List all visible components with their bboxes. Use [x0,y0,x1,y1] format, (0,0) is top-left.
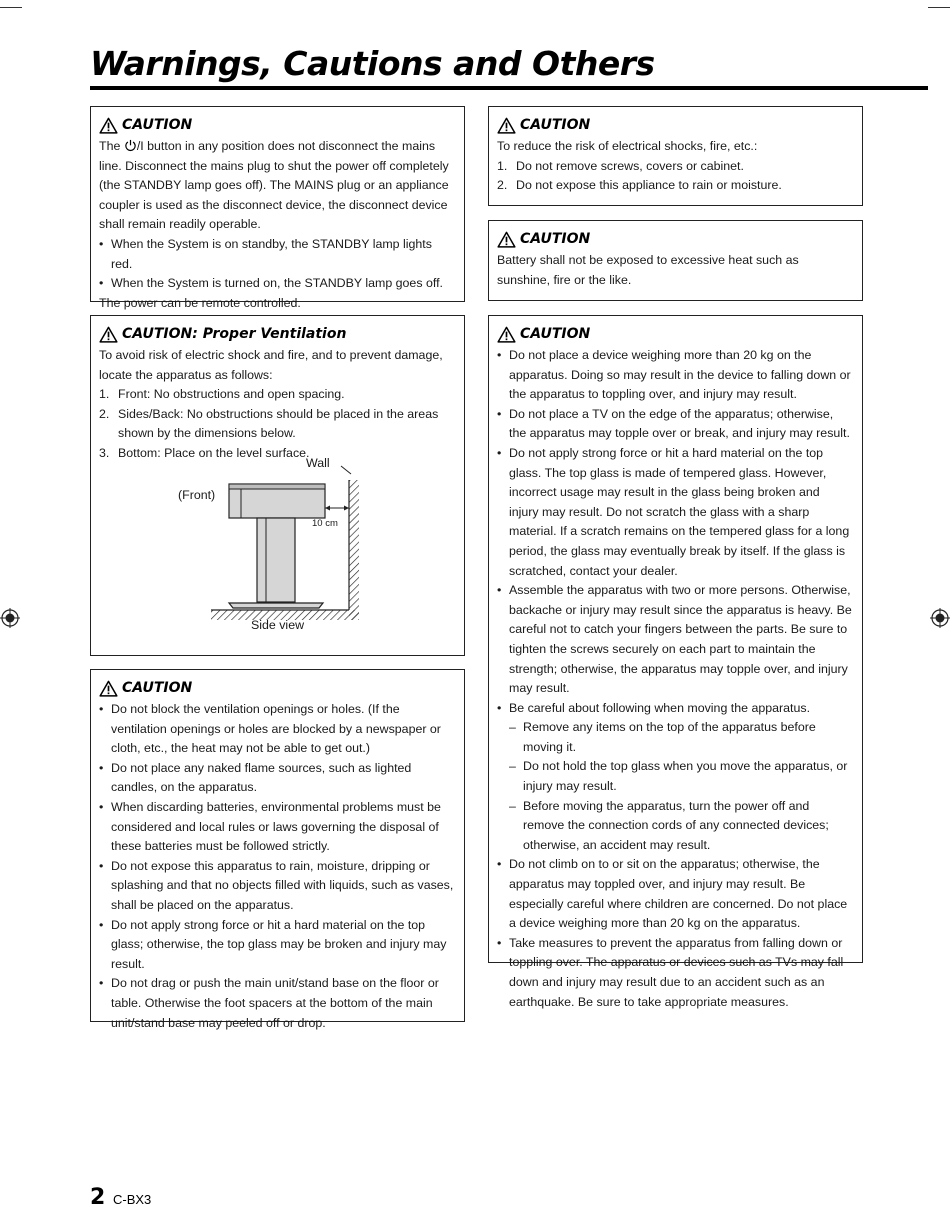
list-item: • Do not drag or push the main unit/stand base on the floor or table. Otherwise the foot spacers at the bottom of the main unit/stand base may peeled off or drop. [99,974,454,1033]
warning-triangle-icon [99,117,118,134]
item-number: 3. [99,445,110,460]
list-item: • Do not apply strong force or hit a hard material on the top glass. The top glass is made of tempered glass. However, incorrect usage may result in the glass being broken and injury may result. Do not scratch the glass with a sharp material. If a scratch remains on the tempered glass for a long period, the glass may eventually break by itself. If the glass is scratched, contact your dealer. [497,444,852,581]
registration-mark-icon [0,608,20,628]
caution-box-general [90,669,465,1030]
numbered-list [99,385,454,463]
box-heading-text: CAUTION: Proper Ventilation [122,326,347,342]
box-heading-text: CAUTION [122,117,193,133]
item-number: 1. [497,158,508,173]
ventilation-diagram-illustration [99,462,454,632]
warning-triangle-icon [99,680,118,697]
box-heading [99,678,454,698]
list-item [99,385,454,405]
list-item: – Before moving the apparatus, turn the power off and remove the connection cords of any connected devices; otherwise, an accident may result. [497,797,852,856]
warning-triangle-icon [497,326,516,343]
box-heading-text: CAUTION [122,680,193,696]
list-item: • Do not place a device weighing more than 20 kg on the apparatus. Doing so may result in the device to falling down or the apparatus to toppling over, and injury may result. [497,346,852,405]
box-heading-text: CAUTION [520,117,591,133]
warning-triangle-icon [497,231,516,248]
caution-box-ventilation [90,315,465,656]
diagram-caption: Side view [251,617,305,632]
intro-text: button in any position does not disconnect the mains line. Disconnect the mains plug to shut the power off completely (the STANDBY lamp goes off). The MAINS plug or an appliance coupler is used as the disconnect device, the disconnect device shall remain readily operable. [99,139,449,232]
box-paragraph: To avoid risk of electric shock and fire, and to prevent damage, locate the apparatus as follows: [99,348,443,382]
caution-box-electrical [488,106,863,206]
caution-box-battery [488,220,863,301]
item-text: Do not expose this appliance to rain or moisture. [516,178,782,193]
box-heading [497,115,852,135]
list-item: • Do not expose this apparatus to rain, moisture, dripping or splashing and that no objects filled with liquids, such as vases, shall be placed on the apparatus. [99,857,454,916]
box-paragraph: Battery shall not be exposed to excessive heat such as sunshine, fire or the like. [497,253,799,287]
side-view-diagram [99,455,454,642]
list-item: • When the System is on standby, the STANDBY lamp lights red. [99,235,454,274]
bullet-list [99,700,454,1033]
caution-box-apparatus [488,315,863,1009]
page-title: Warnings, Cautions and Others [90,44,655,83]
box-heading [99,115,454,135]
box-heading-text: CAUTION [520,326,591,342]
dash-list [497,718,852,855]
box-footer-text: The power can be remote controlled. [99,295,301,310]
warning-triangle-icon [497,117,516,134]
item-text: Do not remove screws, covers or cabinet. [516,158,744,173]
bullet-list [497,346,852,718]
bullet-list [497,855,852,1012]
standby-power-icon [124,139,137,152]
item-number: 1. [99,387,110,402]
model-name: C-BX3 [113,1192,152,1207]
registration-mark-icon [930,608,950,628]
distance-label: 10 cm [312,517,338,529]
list-item: • Take measures to prevent the apparatus from falling down or toppling over. The apparatus or devices such as TVs may fall down and injury may result due to an accident such as an earthquake. Be sure to take appropriate measures. [497,934,852,1012]
standby-symbol-text: /I [136,139,144,153]
list-item: • Do not block the ventilation openings or holes. (If the ventilation openings or holes are blocked by a newspaper or cloth, etc., the heat may not be able to get out.) [99,700,454,759]
item-text: Front: No obstructions and open spacing. [118,387,345,402]
box-paragraph [99,137,454,235]
caution-box-power [90,106,465,310]
box-heading-text: CAUTION [520,231,591,247]
item-text: Sides/Back: No obstructions should be placed in the areas shown by the dimensions below. [118,406,439,441]
intro-text: The [99,139,121,153]
front-label: (Front) [178,487,216,502]
list-item [497,157,852,177]
list-item: • Assemble the apparatus with two or more persons. Otherwise, backache or injury may result since the apparatus is heavy. Be careful not to catch your fingers between the parts. Be sure to tighten the screws securely on each part to maintain the strength; otherwise, the apparatus may topple over, and injury may result. [497,581,852,699]
crop-mark-top-left [0,7,22,8]
title-rule [90,86,928,90]
list-item: • Do not apply strong force or hit a hard material on the top glass; otherwise, the top glass may be broken and injury may result. [99,916,454,975]
box-heading [99,324,454,344]
wall-label: Wall [306,455,330,470]
box-heading [497,229,852,249]
warning-triangle-icon [99,326,118,343]
list-item: • Be careful about following when moving the apparatus. [497,699,852,719]
crop-mark-top-right [928,7,950,8]
list-item: • When discarding batteries, environmental problems must be considered and local rules or laws governing the disposal of these batteries must be followed strictly. [99,798,454,857]
item-number: 2. [497,178,508,193]
list-item [99,405,454,444]
bullet-list [99,235,454,294]
list-item: • Do not place a TV on the edge of the apparatus; otherwise, the apparatus may topple over or break, and injury may result. [497,405,852,444]
box-heading [497,324,852,344]
page-number: 2 [90,1185,106,1210]
list-item: • When the System is turned on, the STANDBY lamp goes off. [99,274,454,294]
list-item: • Do not climb on to or sit on the apparatus; otherwise, the apparatus may toppled over, and injury may result. Be especially careful where children are concerned. Do not place a device weighing more than 20 kg on the apparatus. [497,855,852,933]
item-number: 2. [99,406,110,421]
item-text: Bottom: Place on the level surface. [118,445,310,460]
list-item [497,176,852,196]
list-item: – Remove any items on the top of the apparatus before moving it. [497,718,852,757]
box-paragraph: To reduce the risk of electrical shocks, fire, etc.: [497,139,758,153]
list-item: – Do not hold the top glass when you move the apparatus, or injury may result. [497,757,852,796]
numbered-list [497,157,852,196]
list-item: • Do not place any naked flame sources, such as lighted candles, on the apparatus. [99,759,454,798]
